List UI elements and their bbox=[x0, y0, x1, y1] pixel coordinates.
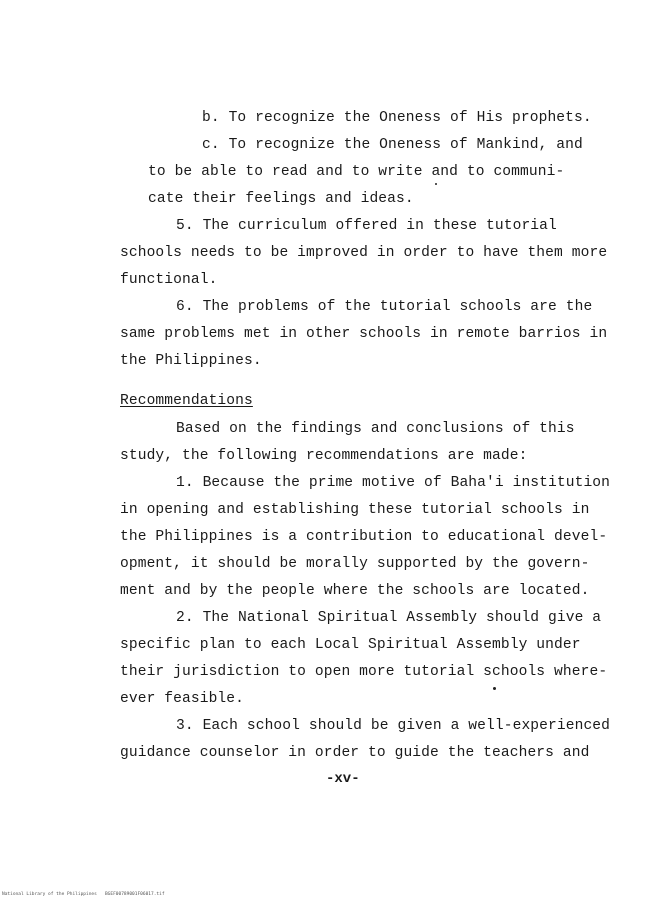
text-line: in opening and establishing these tutorial schools in bbox=[120, 502, 590, 518]
scan-speck bbox=[435, 183, 437, 185]
text-line: c. To recognize the Oneness of Mankind, and bbox=[202, 137, 583, 153]
text-line: specific plan to each Local Spiritual Assembly under bbox=[120, 637, 581, 653]
text-line: study, the following recommendations are made: bbox=[120, 448, 528, 464]
text-line: their jurisdiction to open more tutorial schools where- bbox=[120, 664, 608, 680]
text-line: b. To recognize the Oneness of His prophets. bbox=[202, 110, 592, 126]
text-line: 1. Because the prime motive of Baha'i institution bbox=[176, 475, 611, 491]
text-line: to be able to read and to write and to communi- bbox=[148, 164, 565, 180]
text-line: same problems met in other schools in remote barrios in bbox=[120, 326, 608, 342]
scan-speck bbox=[493, 687, 496, 690]
text-line: cate their feelings and ideas. bbox=[148, 191, 414, 207]
text-line: 6. The problems of the tutorial schools are the bbox=[176, 299, 593, 315]
text-line: guidance counselor in order to guide the teachers and bbox=[120, 745, 590, 761]
text-line: ment and by the people where the schools are located. bbox=[120, 583, 590, 599]
section-heading: Recommendations bbox=[120, 393, 253, 409]
text-line: ever feasible. bbox=[120, 691, 245, 707]
page-number: -xv- bbox=[326, 771, 360, 787]
text-line: opment, it should be morally supported by the govern- bbox=[120, 556, 590, 572]
text-line: 5. The curriculum offered in these tutorial bbox=[176, 218, 557, 234]
archive-footer: National Library of the Philippines BGEF00789001F06017.tif bbox=[2, 892, 165, 897]
text-line: functional. bbox=[120, 272, 218, 288]
text-line: the Philippines. bbox=[120, 353, 262, 369]
text-line: 3. Each school should be given a well-experienced bbox=[176, 718, 611, 734]
text-line: 2. The National Spiritual Assembly should give a bbox=[176, 610, 602, 626]
text-line: schools needs to be improved in order to have them more bbox=[120, 245, 608, 261]
text-line: the Philippines is a contribution to educational devel- bbox=[120, 529, 608, 545]
text-line: Based on the findings and conclusions of this bbox=[176, 421, 575, 437]
